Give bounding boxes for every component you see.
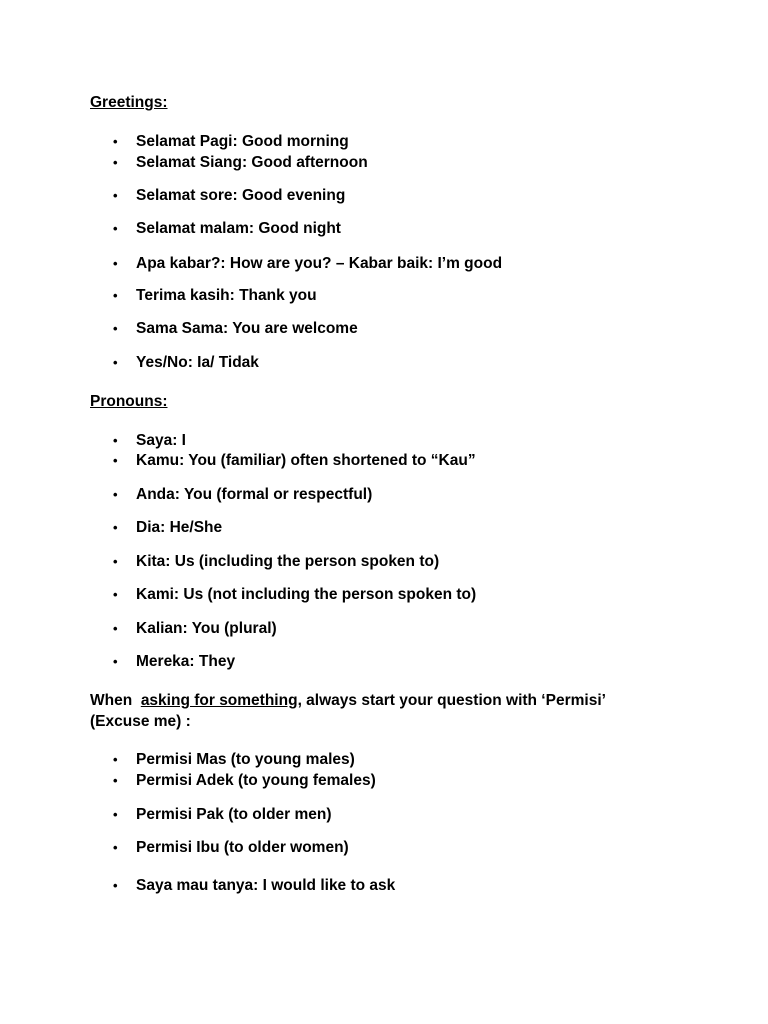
greetings-heading: Greetings: [90,94,168,111]
list-item: Selamat sore: Good evening [136,187,346,204]
bullet-icon: • [113,654,118,669]
list-item: Permisi Pak (to older men) [136,806,332,823]
list-item: Permisi Ibu (to older women) [136,839,349,856]
bullet-icon: • [113,321,118,336]
list-item: Saya mau tanya: I would like to ask [136,877,396,894]
asking-intro-line2: (Excuse me) : [90,713,191,730]
bullet-icon: • [113,554,118,569]
bullet-icon: • [113,487,118,502]
asking-intro-line [90,691,606,711]
bullet-icon: • [113,621,118,636]
bullet-icon: • [113,453,118,468]
list-item: Selamat malam: Good night [136,220,341,237]
asking-intro-before: When [90,692,141,709]
bullet-icon: • [113,355,118,370]
bullet-icon: • [113,221,118,236]
bullet-icon: • [113,878,118,893]
bullet-icon: • [113,256,118,271]
list-item: Kami: Us (not including the person spoken to) [136,586,477,603]
list-item: Permisi Mas (to young males) [136,751,355,768]
bullet-icon: • [113,752,118,767]
list-item: Permisi Adek (to young females) [136,772,376,789]
bullet-icon: • [113,807,118,822]
asking-intro-underlined: asking for something [140,692,298,709]
list-item: Anda: You (formal or respectful) [136,486,373,503]
bullet-icon: • [113,155,118,170]
list-item: Dia: He/She [136,519,223,536]
list-item: Apa kabar?: How are you? – Kabar baik: I’m good [136,255,503,272]
bullet-icon: • [113,840,118,855]
list-item: Yes/No: Ia/ Tidak [136,354,259,371]
list-item: Terima kasih: Thank you [136,287,317,304]
list-item: Kamu: You (familiar) often shortened to “Kau” [136,452,476,469]
list-item: Selamat Pagi: Good morning [136,133,349,150]
list-item: Selamat Siang: Good afternoon [136,154,368,171]
bullet-icon: • [113,773,118,788]
list-item: Kita: Us (including the person spoken to) [136,553,440,570]
bullet-icon: • [113,288,118,303]
bullet-icon: • [113,433,118,448]
bullet-icon: • [113,520,118,535]
asking-intro-after: , always start your question with ‘Permisi’ [297,692,606,709]
list-item: Mereka: They [136,653,236,670]
bullet-icon: • [113,587,118,602]
pronouns-heading: Pronouns: [90,393,168,410]
bullet-icon: • [113,188,118,203]
bullet-icon: • [113,134,118,149]
list-item: Saya: I [136,432,186,449]
list-item: Kalian: You (plural) [136,620,277,637]
list-item: Sama Sama: You are welcome [136,320,358,337]
